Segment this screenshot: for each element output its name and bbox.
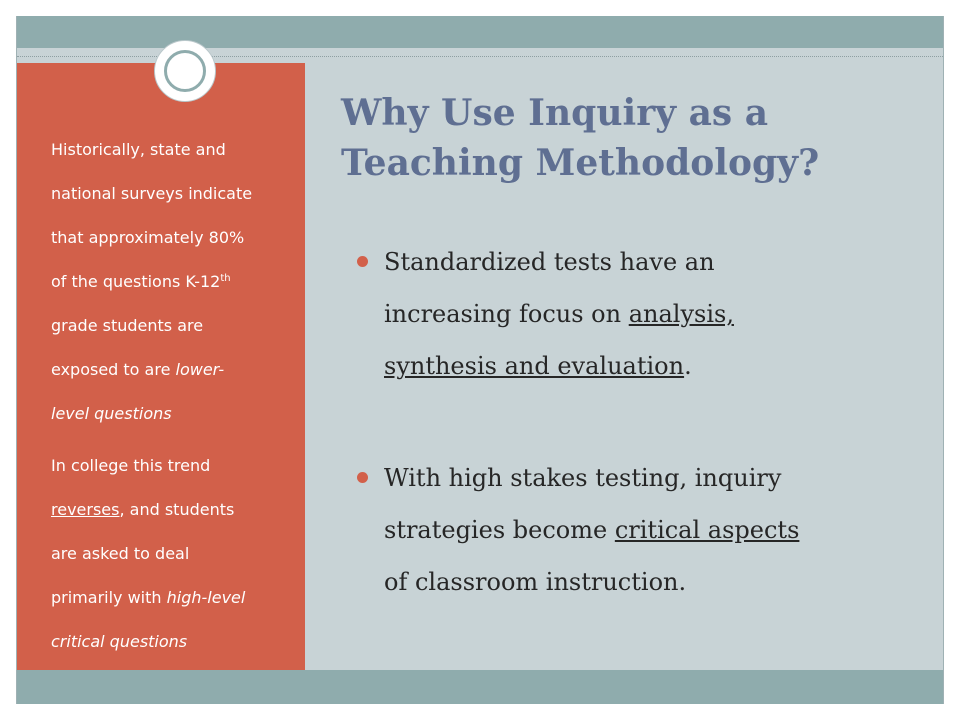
dotted-divider [17, 56, 943, 57]
title-line: Teaching Methodology? [341, 142, 820, 184]
underlined-text: reverses [51, 500, 120, 519]
emphasis-text: lower- [175, 360, 225, 379]
side-line: exposed to are [51, 360, 176, 379]
top-band [17, 16, 943, 48]
circle-ornament-icon [154, 40, 216, 102]
circle-ring [164, 50, 206, 92]
underlined-text: synthesis and evaluation [384, 352, 685, 380]
slide [16, 16, 944, 704]
underlined-text: analysis, [628, 300, 734, 328]
side-line: are asked to deal [51, 544, 190, 563]
bullet-line: Standardized tests have an [384, 248, 715, 276]
bullet-list [357, 236, 917, 608]
bullet-line: . [684, 352, 692, 380]
underlined-text: critical aspects [614, 516, 800, 544]
side-line: primarily with [51, 588, 167, 607]
side-paragraph-2 [51, 444, 303, 664]
side-panel-text [51, 128, 303, 664]
side-line: of the questions K-12 [51, 272, 221, 291]
bullet-line: increasing focus on [384, 300, 629, 328]
emphasis-text: level questions [51, 404, 172, 423]
bullet-dot-icon [357, 256, 368, 267]
bottom-band [17, 670, 943, 704]
bullet-item [357, 452, 917, 608]
slide-title [341, 88, 941, 188]
side-line: that approximately 80% [51, 228, 245, 247]
bullet-item [357, 236, 917, 392]
bullet-dot-icon [357, 472, 368, 483]
side-line: Historically, state and [51, 140, 226, 159]
superscript: th [220, 273, 231, 284]
bullet-line: strategies become [384, 516, 615, 544]
side-line: In college this trend [51, 456, 211, 475]
side-paragraph-1 [51, 128, 303, 436]
side-line: grade students are [51, 316, 204, 335]
emphasis-text: high-level [166, 588, 246, 607]
bullet-line: of classroom instruction. [384, 568, 687, 596]
side-line: , and students [119, 500, 235, 519]
bullet-line: With high stakes testing, inquiry [384, 464, 782, 492]
side-line: national surveys indicate [51, 184, 253, 203]
title-line: Why Use Inquiry as a [341, 92, 769, 134]
emphasis-text: critical questions [51, 632, 188, 651]
